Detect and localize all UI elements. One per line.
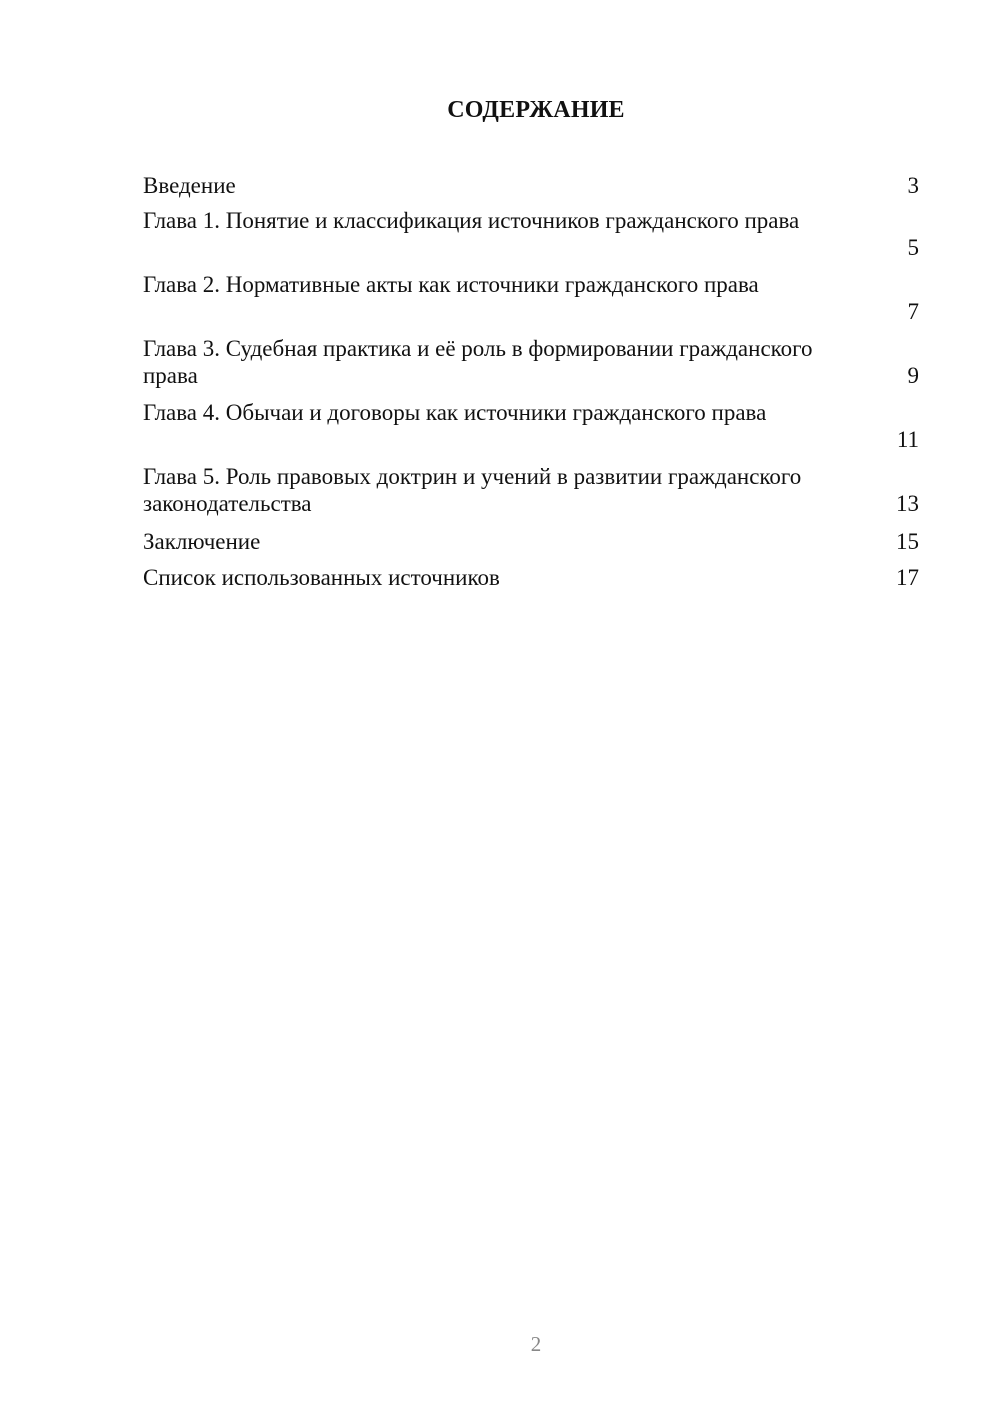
toc-entry-page: 5 bbox=[907, 235, 919, 260]
toc-entry-page: 11 bbox=[896, 427, 919, 452]
toc-entry-chapter-2[interactable] bbox=[143, 270, 919, 334]
toc-entry-title: Заключение bbox=[143, 529, 261, 554]
toc-entry-title: Глава 1. Понятие и классификация источников гражданского права bbox=[143, 208, 800, 233]
toc-entry-chapter-3[interactable] bbox=[143, 334, 919, 398]
toc-entry-title: Введение bbox=[143, 173, 236, 198]
toc-entry-page: 15 bbox=[896, 529, 919, 554]
toc-entry-title: Глава 5. Роль правовых доктрин и учений в развитии гражданского законодательства bbox=[143, 464, 802, 516]
toc-entry-chapter-1[interactable] bbox=[143, 206, 919, 270]
toc-entry-title: Глава 2. Нормативные акты как источники гражданского права bbox=[143, 272, 759, 297]
page-number: 2 bbox=[530, 1332, 542, 1356]
toc-entry-chapter-4[interactable] bbox=[143, 398, 919, 462]
toc-entry-title: Список использованных источников bbox=[143, 565, 500, 590]
toc-entry-title: Глава 3. Судебная практика и её роль в формировании гражданского права bbox=[143, 336, 813, 388]
toc-entry-title: Глава 4. Обычаи и договоры как источники гражданского права bbox=[143, 400, 767, 425]
page-title: СОДЕРЖАНИЕ bbox=[447, 97, 625, 123]
toc-entry-references[interactable] bbox=[143, 562, 919, 598]
table-of-contents bbox=[143, 170, 919, 598]
toc-entry-chapter-5[interactable] bbox=[143, 462, 919, 526]
toc-entry-page: 3 bbox=[907, 173, 919, 198]
toc-entry-introduction[interactable] bbox=[143, 170, 919, 206]
toc-entry-page: 13 bbox=[896, 491, 919, 516]
toc-entry-page: 7 bbox=[907, 299, 919, 324]
toc-entry-conclusion[interactable] bbox=[143, 526, 919, 562]
toc-entry-page: 17 bbox=[896, 565, 919, 590]
toc-entry-page: 9 bbox=[907, 363, 919, 388]
